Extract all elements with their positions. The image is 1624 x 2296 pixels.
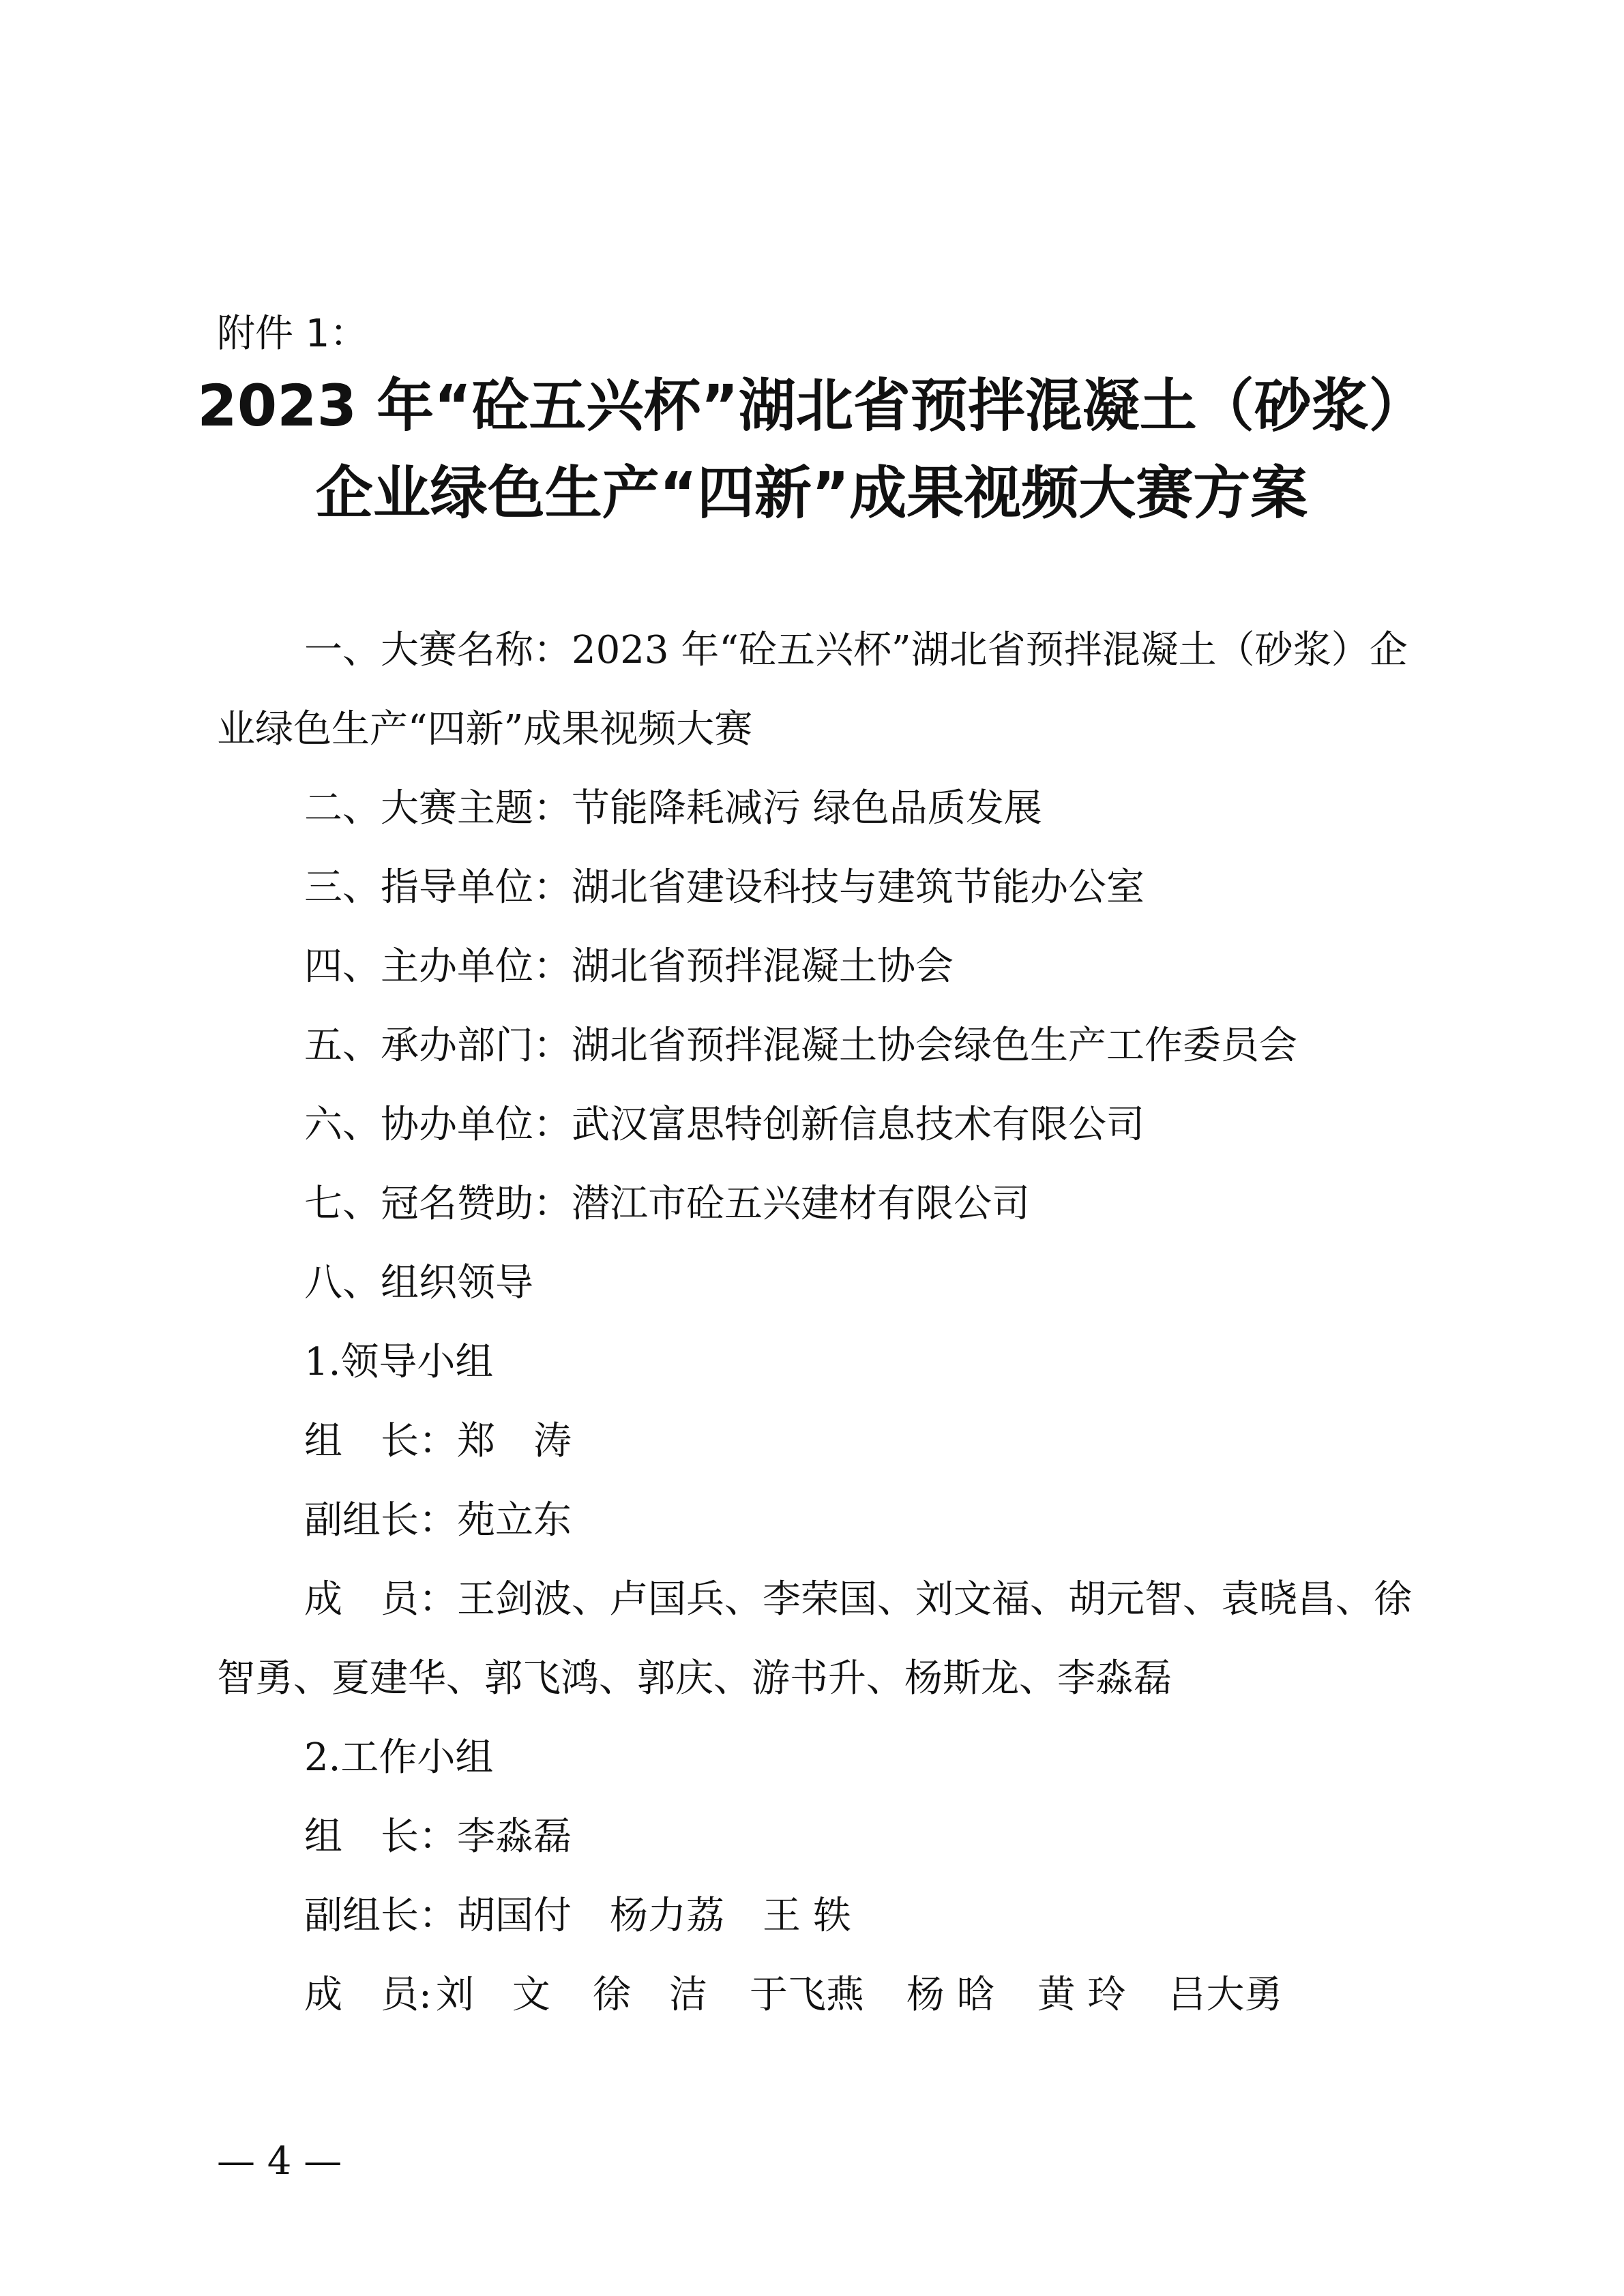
section-guiding-unit: 三、指导单位：湖北省建设科技与建筑节能办公室 — [304, 865, 1145, 910]
working-group-leader: 组 长：李淼磊 — [304, 1815, 572, 1859]
section-co-organizer: 六、协办单位：武汉富思特创新信息技术有限公司 — [304, 1103, 1145, 1147]
member-name: 杨 晗 — [906, 1973, 995, 2017]
document-body — [217, 611, 1424, 2035]
document-title-line-2: 企业绿色生产“四新”成果视频大赛方案 — [315, 460, 1308, 526]
document-title-line-1: 2023 年“砼五兴杯”湖北省预拌混凝土（砂浆） — [197, 372, 1426, 439]
leadership-group-heading: 1.领导小组 — [304, 1340, 494, 1384]
section-contest-theme: 二、大赛主题：节能降耗减污 绿色品质发展 — [304, 786, 1042, 831]
working-group-members — [217, 1956, 1424, 2035]
page-number: — 4 — — [217, 2139, 342, 2183]
working-group-deputy: 副组长：胡国付 杨力荔 王 轶 — [304, 1894, 851, 1938]
member-name: 刘 文 — [435, 1973, 550, 2017]
working-group-heading: 2.工作小组 — [304, 1735, 494, 1780]
leadership-group-deputy: 副组长：苑立东 — [304, 1498, 572, 1542]
member-name: 黄 玲 — [1037, 1973, 1126, 2017]
section-contest-name: 一、大赛名称：2023 年“砼五兴杯”湖北省预拌混凝土（砂浆）企业绿色生产“四新”成果视频大赛 — [217, 628, 1408, 751]
section-title-sponsor: 七、冠名赞助：潜江市砼五兴建材有限公司 — [304, 1182, 1030, 1226]
section-organization-leadership: 八、组织领导 — [304, 1261, 533, 1305]
leadership-group-members: 成 员：王剑波、卢国兵、李荣国、刘文福、胡元智、袁晓昌、徐智勇、夏建华、郭飞鸿、郭庆、游书升、杨斯龙、李淼磊 — [217, 1577, 1412, 1701]
section-organizing-dept: 五、承办部门：湖北省预拌混凝土协会绿色生产工作委员会 — [304, 1024, 1297, 1068]
section-host-unit: 四、主办单位：湖北省预拌混凝土协会 — [304, 944, 954, 989]
attachment-label: 附件 1： — [217, 312, 368, 356]
member-name: 吕大勇 — [1168, 1973, 1283, 2017]
member-name: 于飞燕 — [749, 1973, 864, 2017]
member-name: 徐 洁 — [592, 1973, 707, 2017]
leadership-group-leader: 组 长：郑 涛 — [304, 1419, 572, 1463]
members-label: 成 员: — [304, 1973, 432, 2017]
